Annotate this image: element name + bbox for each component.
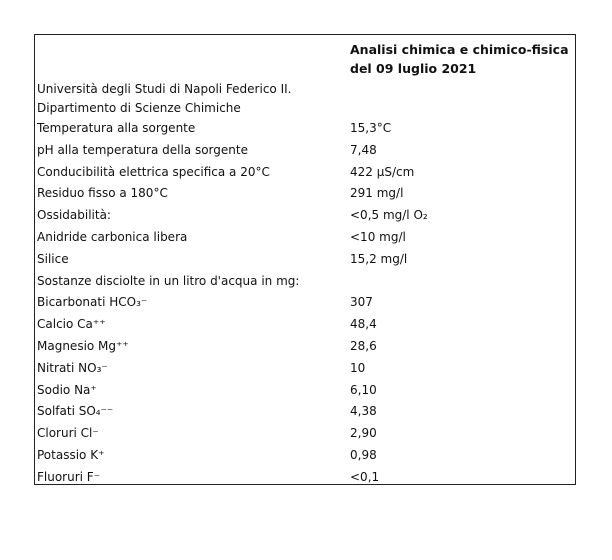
table-row — [35, 140, 575, 162]
row-label: Nitrati NO₃⁻ — [37, 360, 108, 375]
table-row — [35, 205, 575, 227]
row-label: Cloruri Cl⁻ — [37, 426, 99, 441]
row-label: Fluoruri F⁻ — [37, 469, 101, 484]
row-label: Magnesio Mg⁺⁺ — [37, 338, 129, 353]
analysis-title: Analisi chimica e chimico-fisica — [350, 42, 569, 57]
row-value: 6,10 — [350, 382, 377, 397]
table-row — [35, 249, 575, 271]
department-name: Dipartimento di Scienze Chimiche — [37, 101, 241, 115]
analysis-table — [34, 34, 576, 485]
row-label: Sodio Na⁺ — [37, 382, 97, 397]
row-value: 422 µS/cm — [350, 164, 415, 179]
row-value: 291 mg/l — [350, 186, 404, 201]
analysis-rows — [35, 118, 575, 489]
row-value: 2,90 — [350, 426, 377, 441]
row-label: Ossidabilità: — [37, 208, 111, 223]
analysis-date: del 09 luglio 2021 — [350, 61, 477, 76]
row-label: Temperatura alla sorgente — [37, 121, 196, 135]
row-value: 307 — [350, 295, 373, 310]
table-row — [35, 227, 575, 249]
row-value: 15,2 mg/l — [350, 251, 408, 266]
row-label: Residuo fisso a 180°C — [37, 186, 168, 201]
table-row — [35, 314, 575, 336]
row-value: 15,3°C — [350, 121, 392, 135]
row-label: Calcio Ca⁺⁺ — [37, 317, 106, 332]
section-label: Sostanze disciolte in un litro d'acqua in mg: — [37, 273, 300, 288]
row-value: <10 mg/l — [350, 229, 406, 244]
row-value: 28,6 — [350, 338, 377, 353]
table-row — [35, 183, 575, 205]
row-label: Silice — [37, 251, 69, 266]
table-row — [35, 445, 575, 467]
row-value: 7,48 — [350, 142, 377, 157]
table-row — [35, 118, 575, 140]
row-label: pH alla temperatura della sorgente — [37, 142, 248, 157]
institution-block — [37, 80, 291, 118]
row-value: 10 — [350, 360, 366, 375]
row-value: 48,4 — [350, 317, 377, 332]
table-row — [35, 401, 575, 423]
row-label: Potassio K⁺ — [37, 447, 105, 462]
table-row — [35, 336, 575, 358]
table-row — [35, 380, 575, 402]
table-row — [35, 358, 575, 380]
table-row — [35, 271, 575, 293]
table-row — [35, 423, 575, 445]
table-row — [35, 162, 575, 184]
row-value: 4,38 — [350, 404, 377, 419]
row-label: Bicarbonati HCO₃⁻ — [37, 295, 148, 310]
table-row — [35, 292, 575, 314]
row-label: Anidride carbonica libera — [37, 229, 188, 244]
row-value: 0,98 — [350, 447, 377, 462]
row-value: <0,5 mg/l O₂ — [350, 208, 428, 223]
university-name: Università degli Studi di Napoli Federico II. — [37, 82, 292, 96]
row-value: <0,1 — [350, 469, 380, 484]
analysis-header — [350, 40, 569, 78]
table-row — [35, 467, 575, 489]
row-label: Conducibilità elettrica specifica a 20°C — [37, 164, 270, 179]
row-label: Solfati SO₄⁻⁻ — [37, 404, 114, 419]
